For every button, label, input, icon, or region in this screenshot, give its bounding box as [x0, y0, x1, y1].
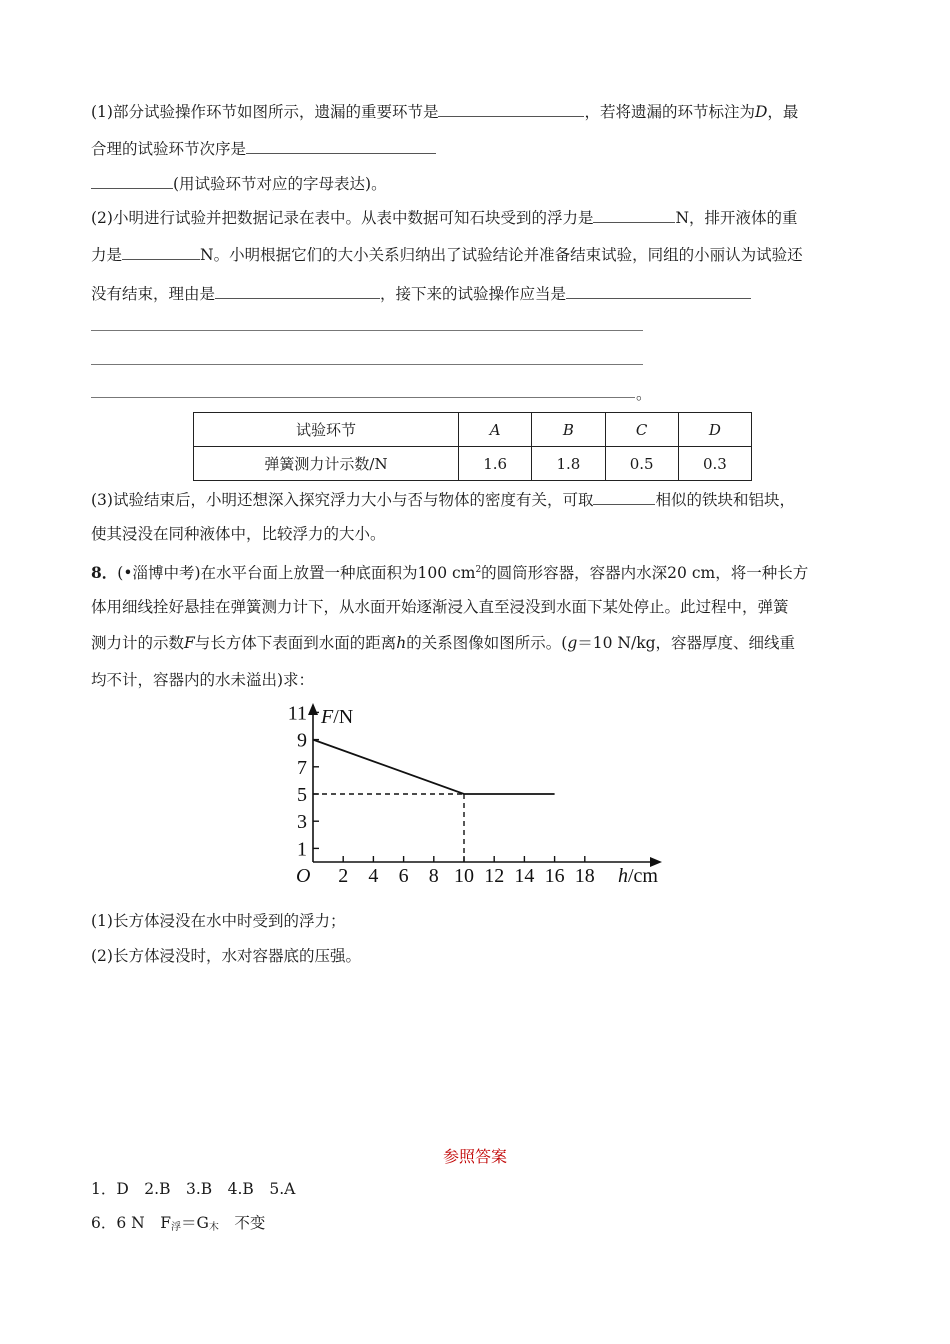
answers-line1: 1．D 2.B 3.B 4.B 5.A — [91, 1180, 296, 1198]
q8-text: 测力计的示数 — [91, 634, 185, 652]
y-tick-label: 11 — [287, 702, 307, 725]
q7-p3-text-b: 相似的铁块和铝块， — [655, 491, 795, 509]
q7-p1-text-a: (1)部分试验操作环节如图所示，遗漏的重要环节是 — [91, 103, 439, 121]
q8-text: 与长方体下表面到水面的距离 — [194, 634, 397, 652]
q8-sub2: (2)长方体浸没时，水对容器底的压强。 — [91, 947, 361, 965]
q8-var-f: F — [184, 634, 195, 652]
answers-title: 参照答案 — [442, 1147, 507, 1166]
q7-part1-line1 — [91, 100, 798, 123]
q7-p2-text-b: N，排开液体的重 — [675, 209, 798, 227]
data-table — [193, 412, 752, 481]
x-tick-label: 8 — [428, 865, 439, 887]
table-cell: 0.3 — [678, 447, 751, 481]
q8-superscript: 2 — [475, 565, 482, 575]
q7-part1-line2 — [91, 137, 436, 160]
answer-blank[interactable] — [246, 137, 436, 154]
q8-line3 — [91, 632, 795, 654]
table-cell: 试验环节 — [194, 413, 459, 447]
q7-p2-text-e: 没有结束，理由是 — [91, 285, 216, 303]
answers-text: ＝G — [180, 1214, 209, 1232]
x-tick-label: 16 — [544, 865, 565, 887]
origin-label: O — [296, 865, 311, 887]
table-cell: D — [678, 413, 751, 447]
x-tick-label: 12 — [484, 865, 505, 887]
q7-p3-text-a: (3)试验结束后，小明还想深入探究浮力大小与否与物体的密度有关，可取 — [91, 491, 594, 509]
answer-rule[interactable] — [91, 330, 643, 331]
q7-p2-period: 。 — [636, 385, 652, 403]
q7-p1-label-d: D — [754, 103, 768, 121]
q7-p2-text-a: (2)小明进行试验并把数据记录在表中。从表中数据可知石块受到的浮力是 — [91, 209, 594, 227]
q7-p1-text-b: ，若将遗漏的环节标注为 — [584, 103, 755, 121]
table-header-row — [194, 413, 752, 447]
q7-part2-line1 — [91, 206, 798, 229]
table-cell: 0.5 — [605, 447, 678, 481]
q8-number: 8． — [91, 563, 118, 582]
x-tick-label: 14 — [514, 865, 535, 887]
table-cell: C — [605, 413, 678, 447]
x-tick-label: 10 — [454, 865, 474, 887]
x-tick-label: 2 — [338, 865, 349, 887]
q7-part2-line3 — [91, 282, 751, 305]
answer-blank[interactable] — [593, 488, 655, 505]
answers-text: 不变 — [218, 1214, 266, 1232]
q7-part3-line2: 使其浸没在同种液体中，比较浮力的大小。 — [91, 525, 386, 543]
q7-p2-text-f: ，接下来的试验操作应当是 — [380, 285, 567, 303]
q7-part2-line2 — [91, 243, 803, 266]
table-cell: 1.6 — [459, 447, 532, 481]
y-tick-label: 5 — [297, 784, 307, 806]
answer-blank[interactable] — [215, 282, 380, 299]
q7-p1-text-e: (用试验环节对应的字母表达)。 — [173, 175, 387, 193]
q8-var-h: h — [396, 634, 407, 652]
answer-rule[interactable] — [91, 364, 643, 365]
q8-text: ＝10 N/kg，容器厚度、细线重 — [577, 634, 796, 652]
table-cell: 1.8 — [532, 447, 605, 481]
x-tick-label: 18 — [574, 865, 595, 887]
q8-line2: 体用细线拴好悬挂在弹簧测力计下，从水面开始逐渐浸入直至浸没到水面下某处停止。此过程中，弹簧 — [91, 598, 789, 616]
y-axis-label: F/N — [321, 706, 354, 728]
answers-line2 — [91, 1212, 265, 1239]
q8-var-g: g — [567, 634, 578, 652]
x-tick-label: 6 — [398, 865, 409, 887]
y-tick-label: 7 — [297, 756, 307, 779]
answers-subscript: 木 — [208, 1222, 219, 1233]
answer-blank[interactable] — [566, 282, 751, 299]
y-tick-label: 1 — [297, 838, 307, 861]
answers-subscript: 浮 — [170, 1222, 181, 1233]
y-tick-label: 3 — [297, 811, 307, 834]
table-cell: A — [459, 413, 532, 447]
q8-text-a: (•淄博中考)在水平台面上放置一种底面积为100 cm — [117, 564, 476, 582]
q8-line4: 均不计，容器内的水未溢出)求： — [91, 671, 315, 689]
series-line — [313, 740, 555, 794]
x-axis-label: h/cm — [618, 865, 658, 887]
q8-line1 — [91, 559, 808, 584]
q7-part1-line3 — [91, 172, 387, 195]
q8-sub1: (1)长方体浸没在水中时受到的浮力； — [91, 912, 346, 930]
q7-p2-text-c: 力是 — [91, 246, 123, 264]
q7-p1-text-c: ，最 — [767, 103, 799, 121]
table-cell: B — [532, 413, 605, 447]
answer-blank[interactable] — [91, 172, 173, 189]
q7-p1-text-d: 合理的试验环节次序是 — [91, 140, 247, 158]
answers-text: 6．6 N F — [91, 1214, 171, 1232]
answer-blank[interactable] — [438, 100, 584, 117]
q8-text-b: 的圆筒形容器，容器内水深20 cm，将一种长方 — [481, 564, 809, 582]
answer-rule[interactable] — [91, 397, 635, 398]
y-axis-arrow — [308, 703, 318, 715]
answer-blank[interactable] — [122, 243, 200, 260]
force-depth-chart — [270, 698, 670, 902]
q7-p2-text-d: N。小明根据它们的大小关系归纳出了试验结论并准备结束试验，同组的小丽认为试验还 — [200, 246, 803, 264]
y-tick-label: 9 — [297, 729, 307, 752]
x-tick-label: 4 — [368, 865, 379, 887]
q8-text: 的关系图像如图所示。( — [406, 634, 568, 652]
table-row — [194, 447, 752, 481]
table-cell: 弹簧测力计示数/N — [194, 447, 459, 481]
answer-blank[interactable] — [593, 206, 675, 223]
q7-part3-line1 — [91, 488, 795, 511]
